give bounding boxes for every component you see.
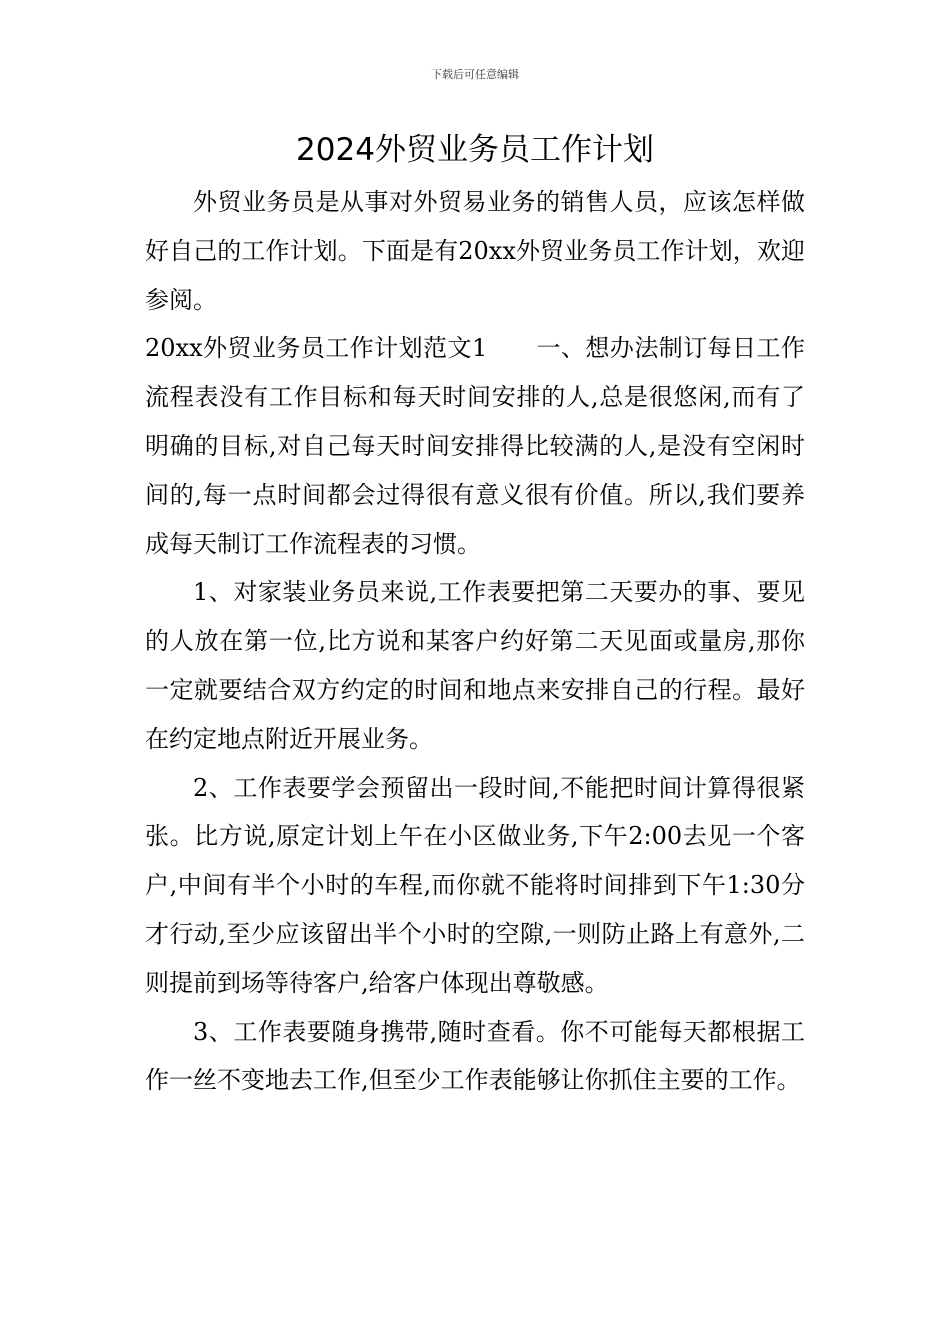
header-note: 下载后可任意编辑 [431,68,519,81]
item-paragraph-3: 3、工作表要随身携带,随时查看。你不可能每天都根据工作一丝不变地去工作,但至少工作表能够让你抓住主要的工作。 [145,1017,805,1095]
document-body [145,178,805,1105]
item-paragraph-1: 1、对家装业务员来说,工作表要把第二天要办的事、要见的人放在第一位,比方说和某客户约好第二天见面或量房,那你一定就要结合双方约定的时间和地点来安排自己的行程。最好在约定地点附近开展业务。 [145,578,805,753]
section-paragraph: 20xx外贸业务员工作计划范文1 一、想办法制订每日工作流程表没有工作目标和每天时间安排的人,总是很悠闲,而有了明确的目标,对自己每天时间安排得比较满的人,是没有空闲时间的,每一点时间都会过得很有意义很有价值。所以,我们要养成每天制订工作流程表的习惯。 [145,334,805,558]
intro-paragraph: 外贸业务员是从事对外贸易业务的销售人员，应该怎样做好自己的工作计划。下面是有20xx外贸业务员工作计划，欢迎参阅。 [145,188,805,314]
item-paragraph-2: 2、工作表要学会预留出一段时间,不能把时间计算得很紧张。比方说,原定计划上午在小区做业务,下午2:00去见一个客户,中间有半个小时的车程,而你就不能将时间排到下午1:30分才行动,至少应该留出半个小时的空隙,一则防止路上有意外,二则提前到场等待客户,给客户体现出尊敬感。 [145,773,805,997]
document-title: 2024外贸业务员工作计划 [296,132,654,168]
